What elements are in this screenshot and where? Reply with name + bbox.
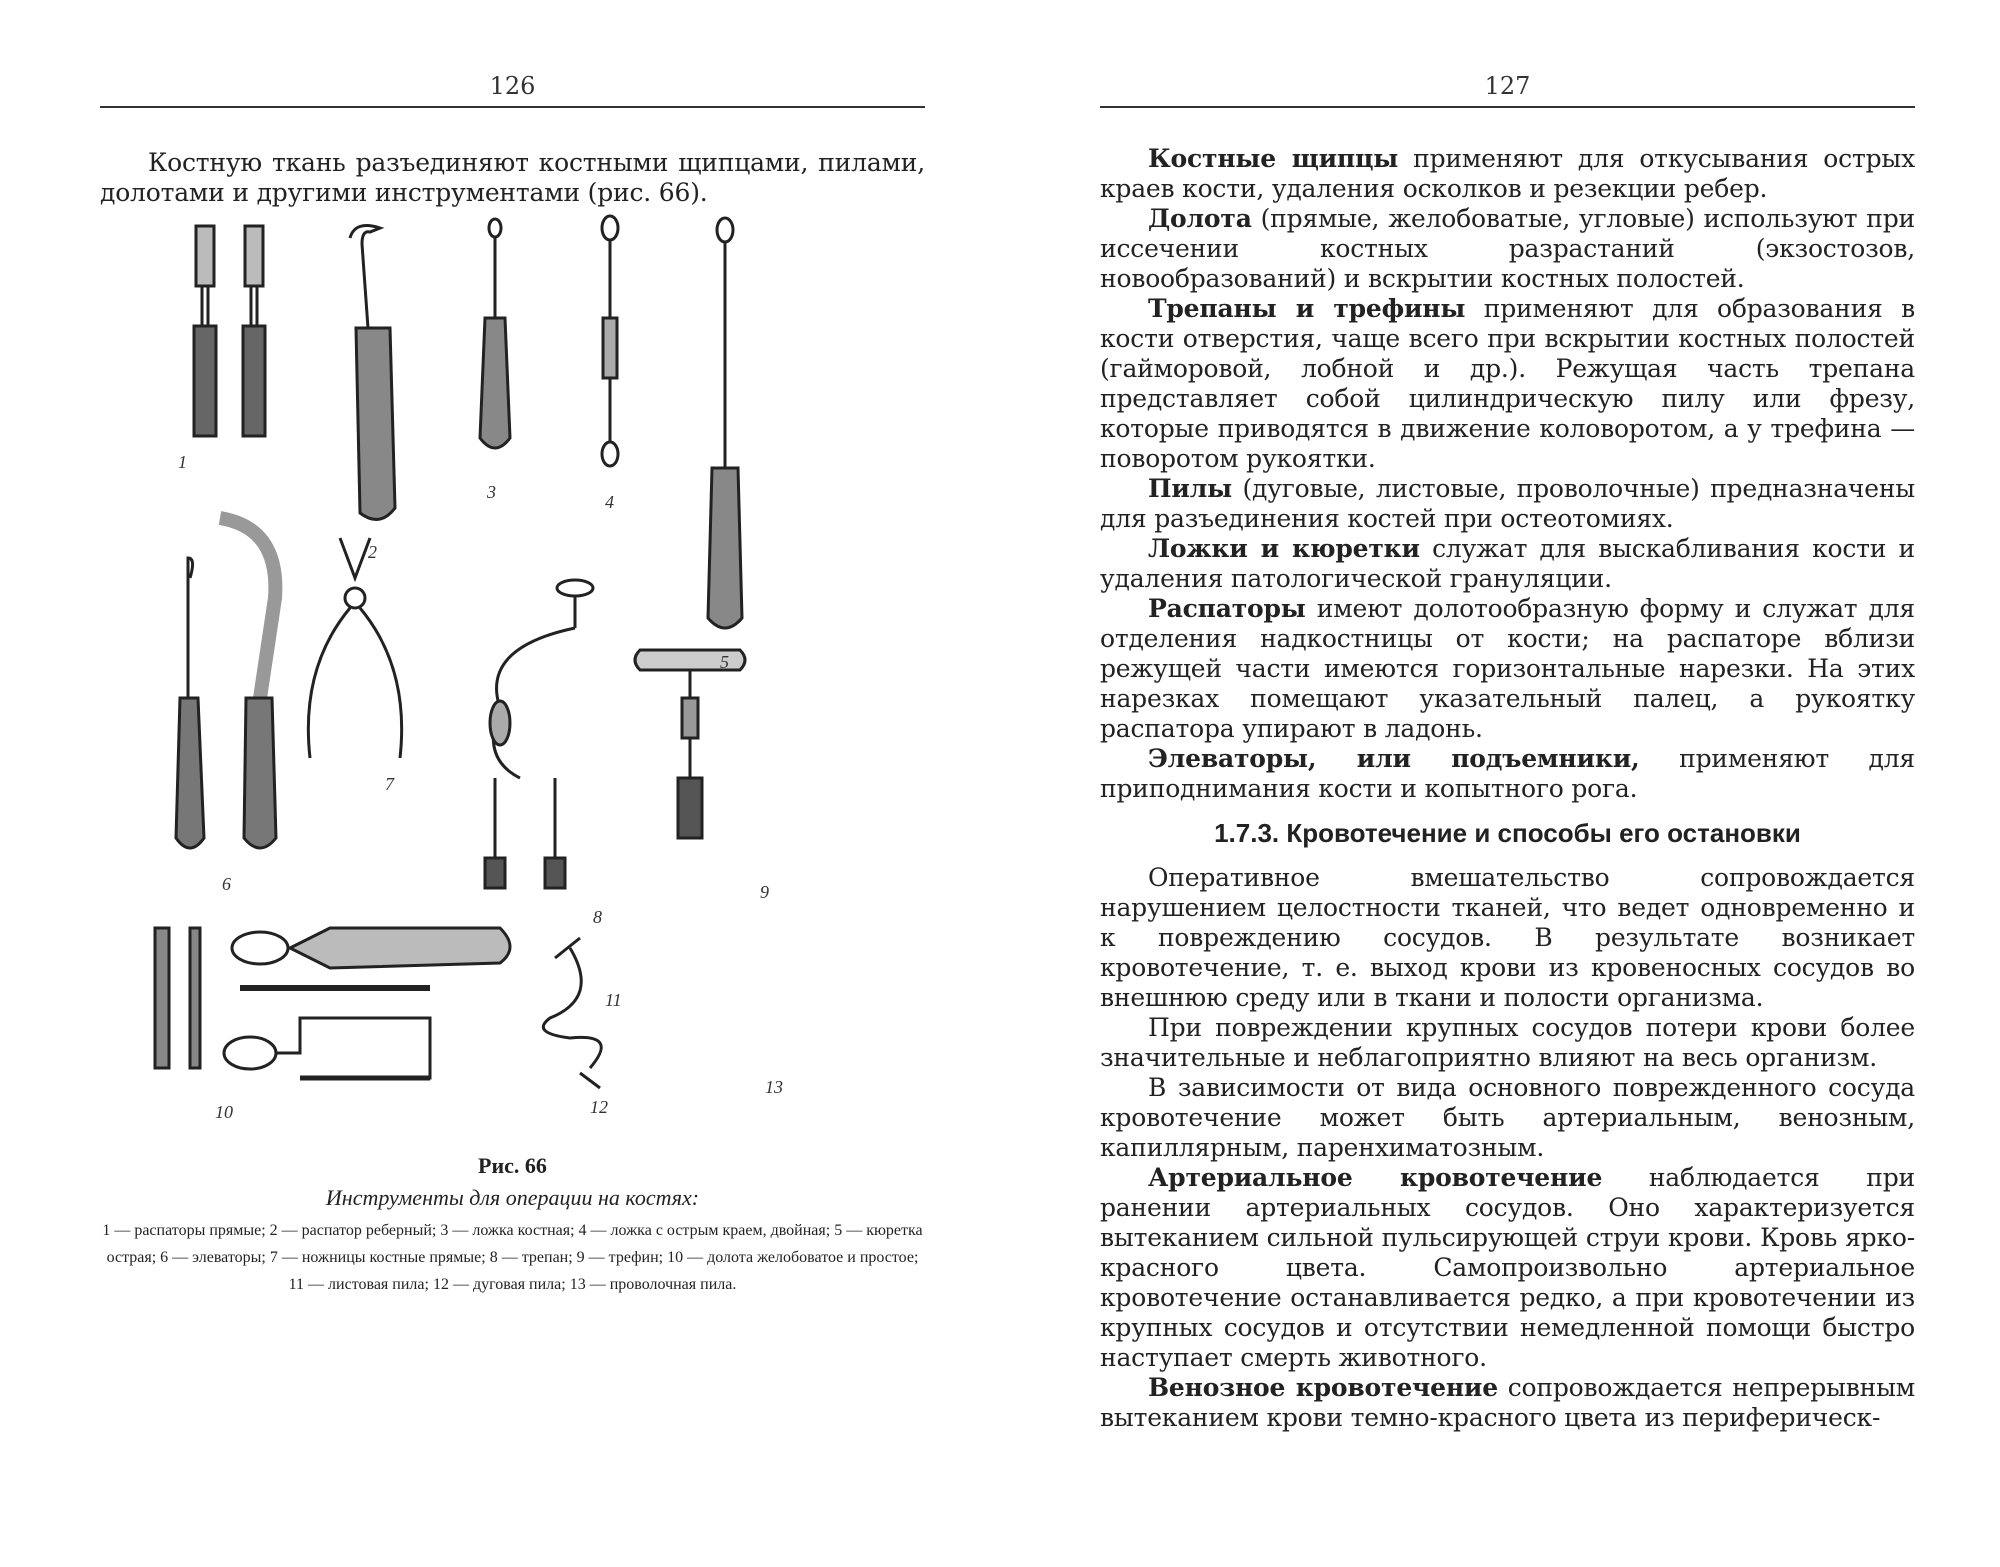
- paragraph-text: служат для выскабливания кости и удаления патологической грануляции.: [1100, 534, 1915, 593]
- figure-subtitle: Инструменты для операции на костях:: [325, 1185, 700, 1210]
- bone-spoon-drawing: [480, 219, 510, 448]
- figure-legend: 1 — распаторы прямые; 2 — распатор реберный; 3 — ложка костная; 4 — ложка с острым краем, двойная; 5 — кюретка острая; 6 — элеваторы; 7 — ножницы костные прямые; 8 — трепан; 9 — трефин; 10 — долота желобоватое и простое; 11 — листовая пила; 12 — дуговая пила; 13 — проволочная пила.: [102, 1222, 923, 1293]
- page-number-left: 126: [489, 72, 536, 100]
- label-9: 9: [760, 882, 769, 902]
- paragraph: [1100, 863, 1915, 1013]
- paragraph: [1100, 1163, 1915, 1373]
- elevators-drawing: [176, 518, 276, 848]
- label-7: 7: [385, 774, 394, 794]
- term: Артериальное кровотечение: [1148, 1163, 1603, 1192]
- body-section-1: [1100, 144, 1915, 804]
- term: Долота: [1148, 204, 1252, 233]
- paragraph-text: Оперативное вмешательство сопровождается нарушением целостности тканей, что ведет одновременно и к повреждению сосудов. В результате возникает кровотечение, т. е. выход крови из кровеносных сосудов во внешнюю среду или в ткани и полости организма.: [1100, 863, 1915, 1012]
- paragraph-text: наблюдается при ранении артериальных сосудов. Оно характеризуется вытеканием сильной пульсирующей струи крови. Кровь ярко-красного цвета. Самопроизвольно артериальное кровотечение останавливается редко, а при кровотечении из крупных сосудов и отсутствии немедленной помощи быстро наступает смерть животного.: [1100, 1163, 1915, 1372]
- term: Венозное кровотечение: [1148, 1373, 1498, 1402]
- label-10: 10: [215, 1102, 233, 1122]
- trepan-drawing: [485, 580, 593, 888]
- right-page: [1100, 0, 1915, 1433]
- label-5: 5: [720, 652, 729, 672]
- header-rule-left: [100, 106, 925, 108]
- paragraph-text: применяют для приподнимания кости и копытного рога.: [1100, 744, 1915, 803]
- label-12: 12: [590, 1097, 608, 1117]
- wire-saw-drawing: [543, 938, 601, 1088]
- instruments-illustration: [100, 218, 925, 1122]
- paragraph: [1100, 1373, 1915, 1433]
- paragraph: [1100, 474, 1915, 534]
- bone-scissors-drawing: [308, 538, 401, 758]
- paragraph: [1100, 294, 1915, 474]
- paragraph: [1100, 144, 1915, 204]
- label-3: 3: [487, 482, 496, 502]
- paragraph: [1100, 204, 1915, 294]
- paragraph-text: В зависимости от вида основного поврежденного сосуда кровотечение может быть артериальным, венозным, капиллярным, паренхиматозным.: [1100, 1073, 1915, 1162]
- raspatory-straight-drawing: [194, 226, 265, 436]
- label-6: 6: [222, 874, 231, 894]
- raspatory-rib-drawing: [350, 226, 395, 520]
- double-spoon-drawing: [602, 216, 618, 466]
- paragraph-text: (прямые, желобоватые, угловые) используют при иссечении костных разрастаний (экзостозов, новообразований) и вскрытии костных полостей.: [1100, 204, 1915, 293]
- figure-title: Рис. 66: [478, 1153, 547, 1178]
- left-page: [100, 0, 925, 1298]
- curette-drawing: [708, 218, 742, 628]
- term: Костные щипцы: [1148, 144, 1399, 173]
- paragraph: [1100, 534, 1915, 594]
- label-13: 13: [765, 1077, 783, 1097]
- paragraph-text: имеют долотообразную форму и служат для отделения надкостницы от кости; на распаторе вблизи режущей части имеются горизонтальные нарезки. На этих нарезках помещают указательный палец, а рукоятку распатора упирают в ладонь.: [1100, 594, 1915, 743]
- term: Элеваторы, или подъемники,: [1148, 744, 1640, 773]
- body-section-2: [1100, 863, 1915, 1433]
- chisels-drawing: [155, 928, 200, 1068]
- term: Пилы: [1148, 474, 1233, 503]
- paragraph: [1100, 594, 1915, 744]
- section-heading: 1.7.3. Кровотечение и способы его остановки: [1214, 818, 1801, 848]
- term: Трепаны и трефины: [1148, 294, 1466, 323]
- label-11: 11: [605, 990, 622, 1010]
- trephine-drawing: [635, 650, 745, 838]
- label-1: 1: [178, 452, 187, 472]
- figure-caption: [100, 1153, 925, 1298]
- paragraph: [1100, 1073, 1915, 1163]
- paragraph-text: применяют для откусывания острых краев кости, удаления осколков и резекции ребер.: [1100, 144, 1915, 203]
- paragraph: [1100, 1013, 1915, 1073]
- intro-paragraph: [100, 148, 925, 208]
- intro-text: Костную ткань разъединяют костными щипцами, пилами, долотами и другими инструментами (рис. 66).: [100, 148, 925, 207]
- label-2: 2: [368, 542, 377, 562]
- header-rule-right: [1100, 106, 1915, 108]
- term: Ложки и кюретки: [1148, 534, 1420, 563]
- paragraph-text: применяют для образования в кости отверстия, чаще всего при вскрытии костных полостей (гайморовой, лобной и др.). Режущая часть трепана представляет собой цилиндрическую пилу или фрезу, которые приводятся в движение коловоротом, а у трефина — поворотом рукоятки.: [1100, 294, 1915, 473]
- label-8: 8: [593, 907, 602, 927]
- paragraph-text: При повреждении крупных сосудов потери крови более значительные и неблагоприятно влияют на весь организм.: [1100, 1013, 1915, 1072]
- paragraph: [1100, 744, 1915, 804]
- figure-66: [100, 218, 925, 1122]
- term: Распаторы: [1148, 594, 1306, 623]
- page-number-right: 127: [1484, 72, 1531, 100]
- paragraph-text: сопровождается непрерывным вытеканием крови темно-красного цвета из периферическ-: [1100, 1373, 1916, 1432]
- leaf-saw-drawing: [232, 928, 510, 988]
- bow-saw-drawing: [224, 1018, 430, 1078]
- label-4: 4: [605, 492, 614, 512]
- paragraph-text: (дуговые, листовые, проволочные) предназначены для разъединения костей при остеотомиях.: [1100, 474, 1915, 533]
